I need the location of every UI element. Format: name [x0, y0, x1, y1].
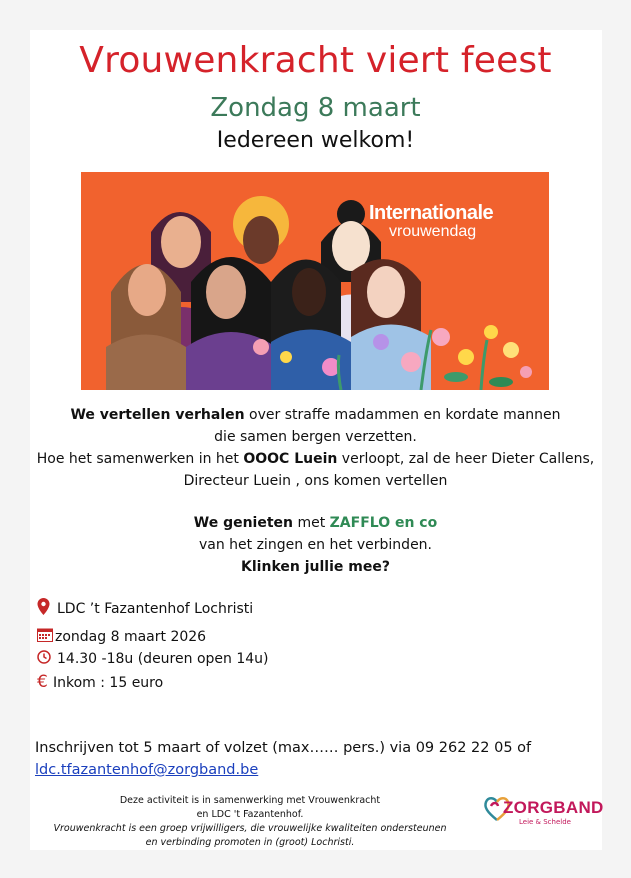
enjoy-line-2: van het zingen en het verbinden.: [198, 537, 433, 553]
info-location: [37, 598, 253, 619]
woman-7: [351, 259, 431, 390]
event-date-heading: Zondag 8 maart: [210, 93, 421, 123]
signup-info: [35, 737, 615, 781]
intro-line-1: over straffe madammen en kordate mannen: [244, 407, 561, 423]
woman-5: [186, 257, 276, 390]
info-time: [37, 650, 268, 668]
location-text: LDC ’t Fazantenhof Lochristi: [57, 600, 254, 617]
zorgband-logo: [483, 794, 613, 834]
date-text: zondag 8 maart 2026: [55, 628, 207, 645]
calendar-icon: [37, 627, 55, 646]
footer-line-1: Deze activiteit is in samenwerking met Vrouwenkracht: [119, 795, 381, 806]
enjoy-paragraph: [0, 512, 631, 578]
info-date: [37, 627, 206, 646]
euro-icon: €: [37, 672, 48, 692]
signup-email-link[interactable]: ldc.tfazantenhof@zorgband.be: [35, 762, 259, 778]
banner-line-1: Internationale: [369, 202, 494, 224]
location-pin-icon: [37, 598, 57, 619]
intro-line-3-post: verloopt, zal de heer Dieter Callens,: [337, 451, 595, 467]
enjoy-line-3: Klinken jullie mee?: [241, 559, 390, 575]
signup-text: Inschrijven tot 5 maart of volzet (max…… pers.) via 09 262 22 05 of: [35, 740, 532, 756]
footer-note: [20, 794, 480, 850]
enjoy-mid: met: [293, 515, 330, 531]
clock-icon: [37, 650, 57, 668]
footer-line-2: en LDC 't Fazantenhof.: [196, 809, 304, 820]
enjoy-green: ZAFFLO en co: [329, 515, 438, 531]
banner-heading: [369, 202, 493, 241]
info-price: [37, 674, 163, 691]
poster-title: Vrouwenkracht viert feest: [79, 40, 552, 81]
intro-line-3-pre: Hoe het samenwerken in het: [36, 451, 244, 467]
time-text: 14.30 -18u (deuren open 14u): [57, 651, 269, 667]
footer-line-4: en verbinding promoten in (groot) Lochristi.: [145, 837, 355, 848]
footer-line-3: Vrouwenkracht is een groep vrijwilligers, die vrouwelijke kwaliteiten ondersteunen: [53, 823, 447, 834]
intro-line-4: Directeur Luein , ons komen vertellen: [183, 473, 448, 489]
logo-subtitle: Leie & Schelde: [519, 818, 571, 826]
banner-line-2: vrouwendag: [389, 223, 477, 240]
womens-day-banner: [81, 172, 549, 390]
woman-4: [106, 264, 186, 390]
welcome-heading: Iedereen welkom!: [216, 128, 415, 153]
intro-line-2: die samen bergen verzetten.: [214, 429, 417, 445]
enjoy-bold: We genieten: [193, 515, 294, 531]
logo-name: ZORGBAND: [503, 798, 604, 817]
intro-bold: We vertellen verhalen: [70, 407, 245, 423]
intro-line-3-bold: OOOC Luein: [243, 451, 338, 467]
price-text: Inkom : 15 euro: [53, 674, 164, 691]
intro-paragraph: [0, 404, 631, 492]
